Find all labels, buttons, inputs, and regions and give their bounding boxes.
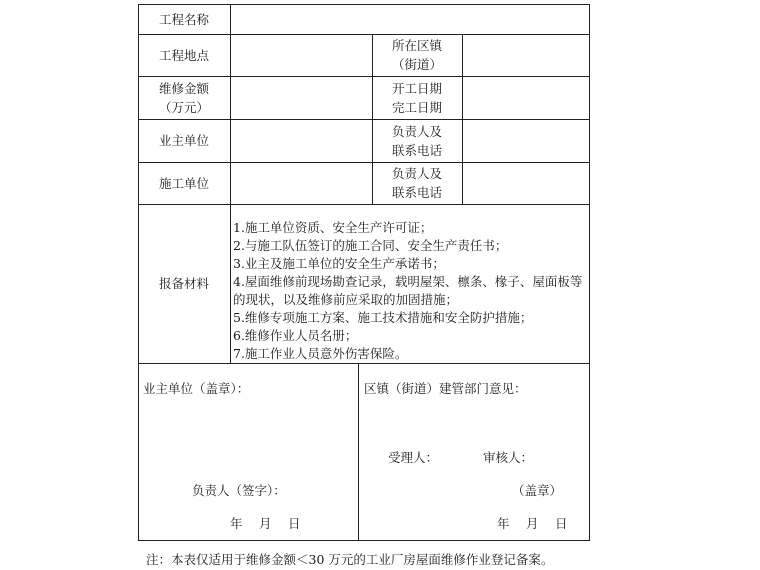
materials-list [233, 219, 587, 363]
repair-amount-label-line2: （万元） [158, 99, 209, 115]
project-location-field[interactable] [230, 34, 372, 76]
project-name-label: 工程名称 [158, 11, 209, 27]
construction-unit-field[interactable] [230, 162, 372, 204]
materials-label: 报备材料 [158, 276, 209, 291]
owner-contact-field[interactable] [462, 119, 590, 162]
materials-item: 4.屋面维修前现场勘查记录，载明屋架、檩条、椽子、屋面板等的现状，以及维修前应采取的加固措施； [233, 274, 583, 307]
construction-contact-label-line1: 负责人及 [391, 166, 442, 181]
district-opinion-label: 区镇（街道）建管部门意见： [364, 381, 527, 396]
materials-item: 6.维修作业人员名册； [233, 328, 358, 343]
construction-contact-label-line2: 联系电话 [391, 185, 442, 200]
materials-item: 2.与施工队伍签订的施工合同、安全生产责任书； [233, 238, 508, 253]
owner-contact-label-line2: 联系电话 [391, 142, 442, 158]
construction-contact-label [372, 162, 462, 204]
row-divider [138, 363, 590, 364]
materials-item: 7.施工作业人员意外伤害保险。 [233, 346, 408, 361]
construction-unit-label: 施工单位 [158, 175, 209, 191]
district-field[interactable] [462, 34, 590, 76]
materials-item: 3.业主及施工单位的安全生产承诺书； [233, 256, 445, 271]
project-location-label: 工程地点 [158, 47, 209, 63]
repair-amount-field[interactable] [230, 76, 372, 119]
owner-contact-label-line1: 负责人及 [391, 123, 442, 139]
materials-item: 1.施工单位资质、安全生产许可证； [233, 220, 433, 235]
seal-label: （盖章） [512, 483, 563, 498]
repair-amount-label-line1: 维修金额 [158, 80, 209, 96]
project-name-field[interactable] [230, 4, 590, 34]
start-date-label: 开工日期 [391, 80, 442, 96]
repair-amount-label [138, 76, 230, 119]
dates-field[interactable] [462, 76, 590, 119]
district-label-line1: 所在区镇 [391, 38, 442, 53]
footnote: 注：本表仅适用于维修金额＜30 万元的工业厂房屋面维修作业登记备案。 [146, 552, 554, 567]
reviewer-label: 审核人： [483, 450, 534, 465]
end-date-label: 完工日期 [391, 99, 442, 115]
district-label [372, 34, 462, 76]
column-divider [358, 363, 359, 541]
owner-unit-field[interactable] [230, 119, 372, 162]
construction-contact-field[interactable] [462, 162, 590, 204]
owner-date: 年 月 日 [230, 516, 301, 531]
materials-item: 5.维修专项施工方案、施工技术措施和安全防护措施； [233, 310, 533, 325]
district-date: 年 月 日 [497, 516, 568, 531]
owner-signer-label: 负责人（签字）： [192, 483, 286, 498]
owner-seal-label: 业主单位（盖章）： [143, 381, 250, 396]
receiver-label: 受理人： [388, 450, 439, 465]
owner-contact-label [372, 119, 462, 162]
owner-unit-label: 业主单位 [158, 133, 209, 148]
dates-label [372, 76, 462, 119]
district-label-line2: （街道） [391, 57, 442, 72]
